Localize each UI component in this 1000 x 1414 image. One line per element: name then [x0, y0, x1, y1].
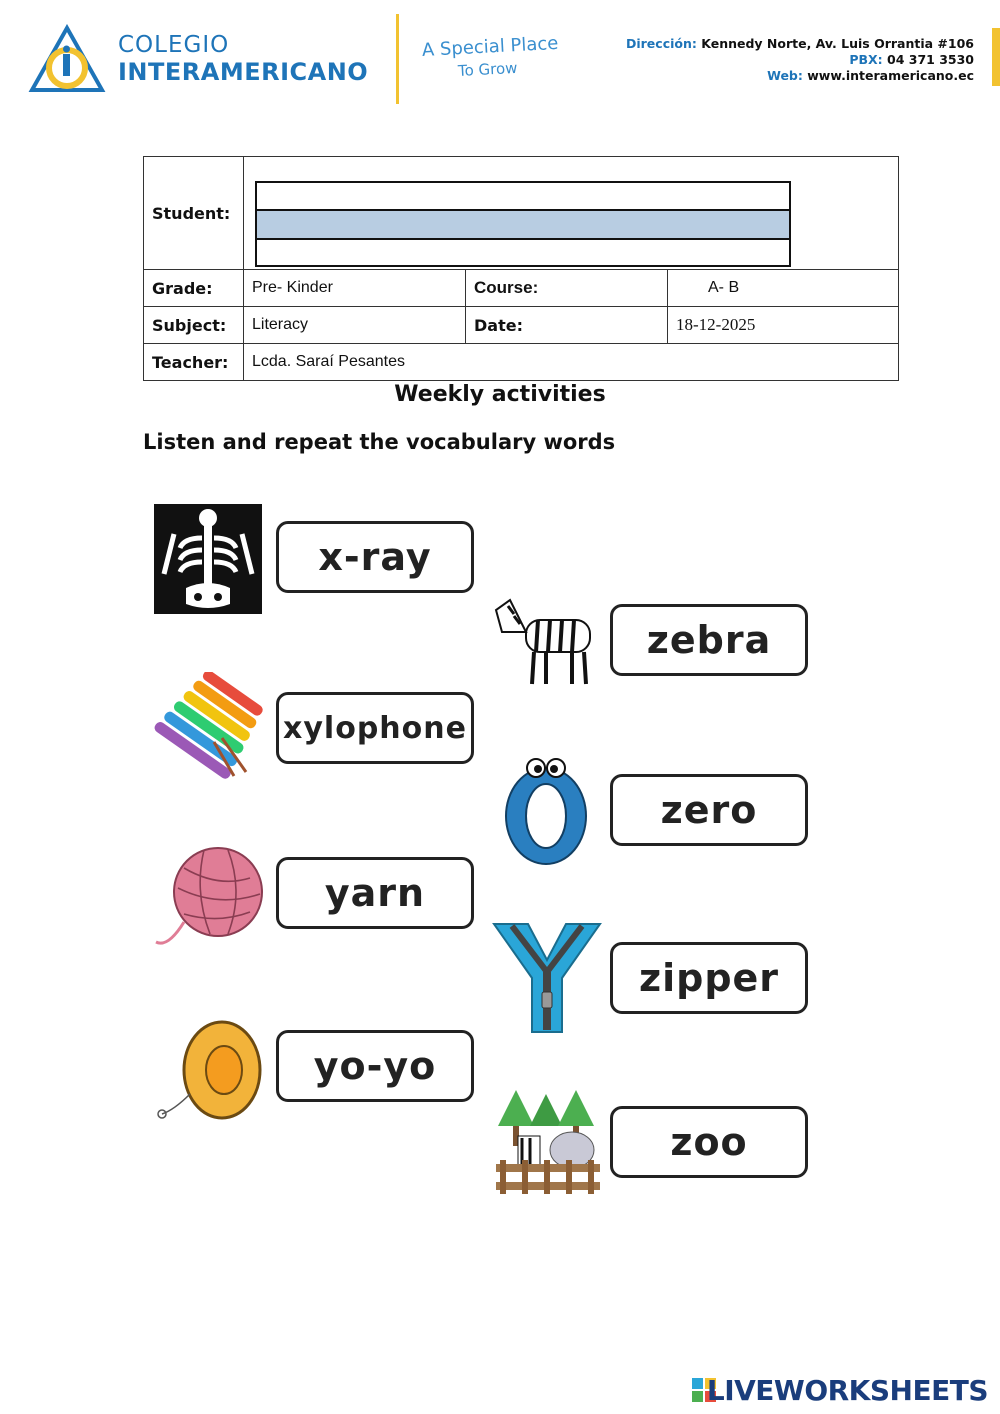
web-value: www.interamericano.ec [807, 68, 974, 83]
web-key: Web: [767, 68, 803, 83]
zipper-icon [492, 922, 602, 1034]
student-name-input[interactable] [255, 181, 791, 267]
yarn-icon [154, 838, 264, 950]
student-name-cell [244, 157, 899, 270]
school-name-line1: COLEGIO [118, 32, 230, 58]
word-card-xylophone: xylophone [276, 692, 474, 764]
school-name-line2: INTERAMERICANO [118, 58, 369, 86]
word-card-zipper: zipper [610, 942, 808, 1014]
header-divider [396, 14, 399, 104]
word-card-yoyo: yo-yo [276, 1030, 474, 1102]
course-value: A- B [668, 270, 899, 307]
zero-icon [496, 756, 596, 868]
school-logo-icon [28, 24, 106, 96]
grade-value: Pre- Kinder [244, 270, 466, 307]
teacher-value: Lcda. Saraí Pesantes [244, 344, 899, 381]
student-label: Student: [144, 157, 244, 270]
student-info-table [143, 156, 899, 381]
word-card-xray: x-ray [276, 521, 474, 593]
word-card-zebra: zebra [610, 604, 808, 676]
page-title: Weekly activities [394, 382, 606, 407]
instruction-text: Listen and repeat the vocabulary words [143, 430, 616, 454]
yoyo-icon [154, 1014, 264, 1126]
word-card-zoo: zoo [610, 1106, 808, 1178]
address-key: Dirección: [625, 36, 697, 51]
date-value: 18-12-2025 [668, 307, 899, 344]
address-value: Kennedy Norte, Av. Luis Orrantia #106 [701, 36, 974, 51]
subject-value: Literacy [244, 307, 466, 344]
xylophone-icon [154, 672, 264, 782]
word-card-yarn: yarn [276, 857, 474, 929]
course-label: Course: [466, 270, 668, 307]
grade-label: Grade: [144, 270, 244, 307]
word-card-zero: zero [610, 774, 808, 846]
slogan-line2: To Grow [457, 58, 518, 80]
xray-icon [154, 504, 262, 614]
subject-label: Subject: [144, 307, 244, 344]
phone-key: PBX: [849, 52, 883, 67]
footer-brand: LIVEWORKSHEETS [706, 1374, 988, 1407]
phone-value: 04 371 3530 [887, 52, 974, 67]
contact-block [626, 36, 974, 84]
teacher-label: Teacher: [144, 344, 244, 381]
slogan-line1: A Special Place [421, 32, 559, 61]
zebra-icon [492, 580, 602, 692]
header-side-bar [992, 28, 1000, 86]
zoo-icon [492, 1086, 602, 1198]
date-label: Date: [466, 307, 668, 344]
